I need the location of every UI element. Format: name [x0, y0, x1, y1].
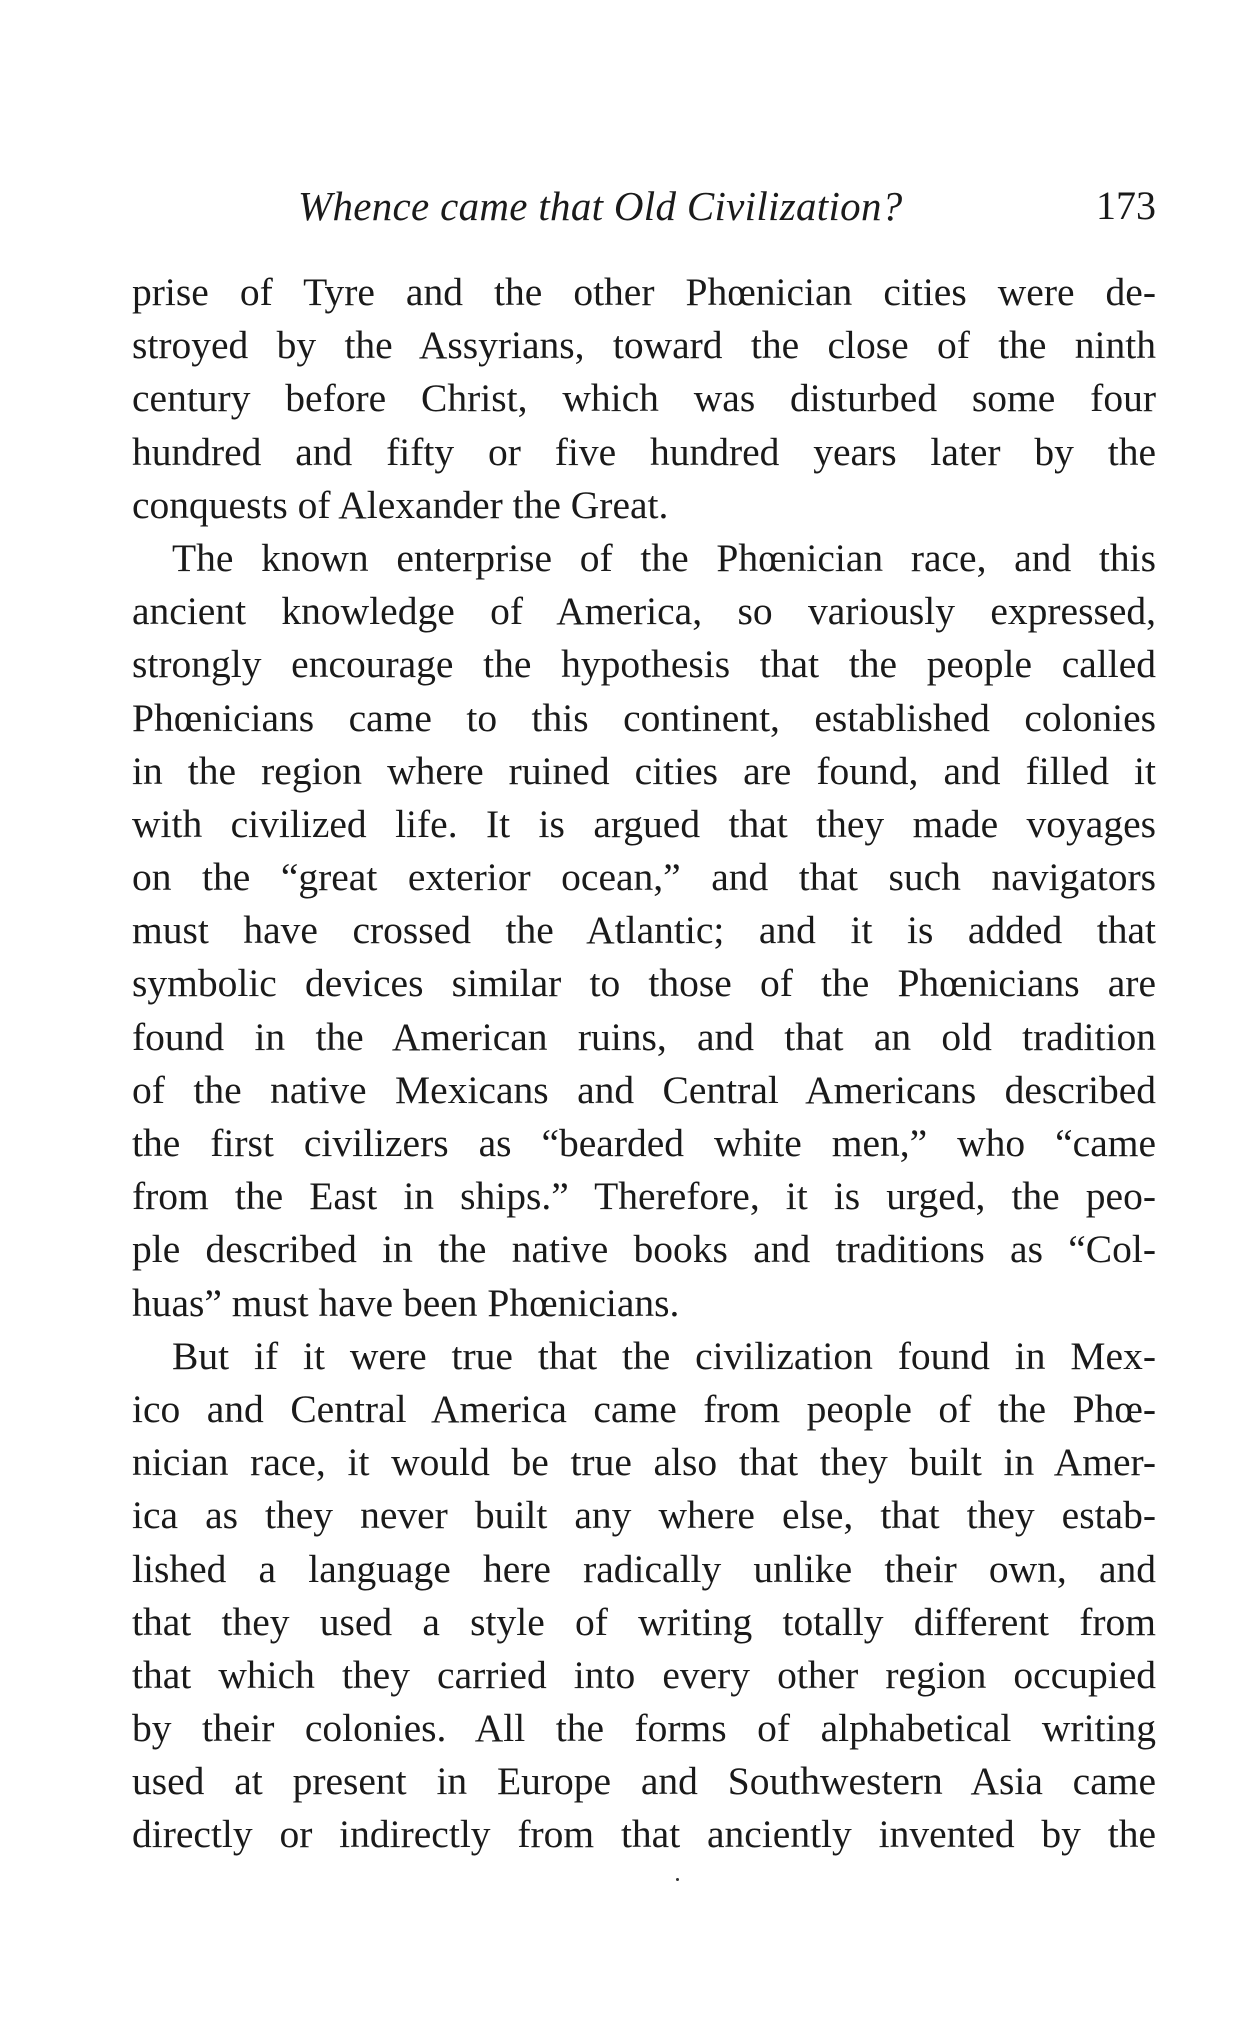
running-head: [132, 182, 1156, 242]
text-line: the first civilizers as “bearded white men,” who “came: [132, 1121, 1156, 1165]
text-line: in the region where ruined cities are found, and filled it: [132, 748, 1156, 793]
text-line: conquests of Alexander the Great.: [132, 482, 669, 527]
text-line: on the “great exterior ocean,” and that such navigators: [132, 855, 1156, 900]
text-line: Phœnicians came to this continent, established colonies: [132, 695, 1156, 740]
text-line: century before Christ, which was disturbed some four: [132, 376, 1156, 421]
text-line: nician race, it would be true also that they built in Amer-: [132, 1440, 1156, 1485]
text-line: ica as they never built any where else, that they estab-: [132, 1493, 1156, 1538]
text-line: of the native Mexicans and Central Americans described: [132, 1067, 1156, 1112]
text-line: huas” must have been Phœnicians.: [132, 1280, 680, 1325]
text-line: directly or indirectly from that anciently invented by the: [132, 1812, 1156, 1857]
text-line: symbolic devices similar to those of the Phœnicians are: [132, 961, 1156, 1006]
text-line: ple described in the native books and traditions as “Col-: [132, 1227, 1156, 1272]
text-line: But if it were true that the civilization found in Mex-: [172, 1333, 1156, 1378]
body-text: [132, 266, 1156, 1862]
text-line: used at present in Europe and Southwestern Asia came: [132, 1759, 1156, 1804]
text-line: from the East in ships.” Therefore, it is urged, the peo-: [132, 1174, 1156, 1219]
text-line: ancient knowledge of America, so variously expressed,: [132, 589, 1156, 634]
text-line: with civilized life. It is argued that they made voyages: [132, 801, 1156, 846]
text-line: The known enterprise of the Phœnician race, and this: [172, 535, 1156, 580]
text-line: lished a language here radically unlike their own, and: [132, 1546, 1156, 1591]
running-title: Whence came that Old Civilization?: [298, 183, 903, 229]
text-line: hundred and fifty or five hundred years later by the: [132, 429, 1156, 474]
text-line: strongly encourage the hypothesis that the people called: [132, 642, 1156, 687]
text-line: that they used a style of writing totally different from: [132, 1599, 1156, 1644]
text-line: that which they carried into every other region occupied: [132, 1652, 1156, 1697]
page-number: 173: [1096, 183, 1156, 228]
print-speck: [676, 1878, 679, 1881]
text-line: prise of Tyre and the other Phœnician cities were de-: [132, 270, 1156, 314]
text-line: by their colonies. All the forms of alphabetical writing: [132, 1706, 1156, 1751]
text-line: found in the American ruins, and that an old tradition: [132, 1014, 1156, 1059]
text-line: must have crossed the Atlantic; and it is added that: [132, 908, 1156, 953]
text-line: stroyed by the Assyrians, toward the close of the ninth: [132, 323, 1156, 368]
text-line: ico and Central America came from people of the Phœ-: [132, 1386, 1156, 1431]
